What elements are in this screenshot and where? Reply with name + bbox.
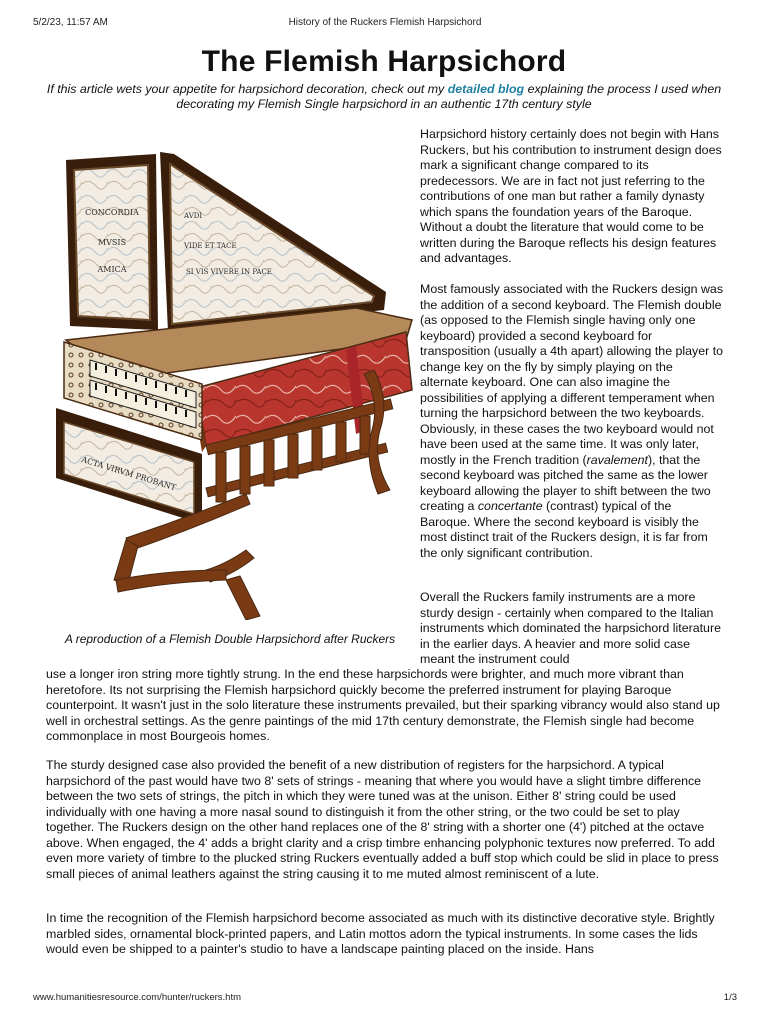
page-title: The Flemish Harpsichord (201, 45, 567, 78)
lid-motto-left-2: MVSIS (97, 238, 127, 247)
print-header (33, 17, 737, 31)
lid-flap (66, 154, 158, 330)
paragraph-2 (420, 282, 724, 561)
lid-motto-right-1: AVDI (184, 212, 203, 220)
p2-part-b: ), that the second keyboard was pitched the same as the lower keyboard allowing the player to shift between the two creating a (420, 452, 711, 513)
harpsichord-figure (56, 140, 416, 620)
intro-note (40, 82, 728, 112)
paragraph-3-continued-text: use a longer iron string more tightly strung. In the end these harpsichords were brighter, and much more vibrant than heretofore. Its not surprising the Flemish harpsichord quickly become the preferred instrument for playing Baroque counterpoint. It wasn't just in the solo literature these instruments prevailed, but their sparking vibrancy would also stand up well in orchestral settings. As the genre paintings of the mid 17th century demonstrate, the Flemish single had become commonplace in most Bourgeois homes. (46, 667, 720, 743)
lid-motto-left-1: CONCORDIA (85, 208, 139, 217)
paragraph-4 (46, 758, 726, 882)
p2-ravalement: ravalement (586, 452, 648, 467)
intro-text-before: If this article wets your appetite for harpsichord decoration, check out my (46, 82, 448, 96)
paragraph-5-text: In time the recognition of the Flemish harpsichord become associated as much with its distinctive decorative style. Brightly marbled sides, ornamental block-printed papers, and Latin mottos adorn the typical instruments. In some cases the lids would even be shipped to a painter's studio to have a landscape painting placed on the inside. Hans (46, 911, 715, 956)
print-url: www.humanitiesresource.com/hunter/ruckers.htm (33, 992, 242, 1003)
print-date: 5/2/23, 11:57 AM (33, 17, 108, 28)
intro-text-after: explaining the process I used when decorating my Flemish Single harpsichord in an authentic 17th century style (176, 82, 722, 111)
harpsichord-image (56, 140, 416, 620)
main-lid (160, 152, 386, 332)
p2-part-c: (contrast) typical of the Baroque. Where the second keyboard is visibly the most distinct trait of the Ruckers design, it is far from the only significant contribution. (420, 499, 708, 560)
lid-motto-right-2: VIDE ET TACE (184, 242, 237, 250)
paragraph-5 (46, 911, 726, 958)
paragraph-3-column-text: Overall the Ruckers family instruments are a more sturdy design - certainly when compared to the Italian instruments which dominated the harpsichord literature in the earlier days. A heavier and more solid case meant the instrument could (420, 590, 721, 666)
paragraph-1 (420, 127, 724, 267)
paragraph-3-column (420, 590, 724, 668)
lid-motto-left-3: AMICA (97, 265, 127, 274)
detailed-blog-link[interactable]: detailed blog (447, 82, 525, 96)
figure-caption: A reproduction of a Flemish Double Harpsichord after Ruckers (64, 632, 396, 646)
print-footer (33, 992, 737, 1006)
paragraph-1-text: Harpsichord history certainly does not begin with Hans Ruckers, but his contribution to instrument design does mark a significant change compared to its predecessors. We are in fact not just referring to the contributions of one man but rather a family dynasty which spans the foundation years of the Baroque. Without a doubt the literature that would come to be written during the Baroque reflects his design features and advantages. (420, 127, 722, 265)
paragraph-3-continued (46, 667, 726, 745)
paragraph-4-text: The sturdy designed case also provided the benefit of a new distribution of registers for the harpsichord. A typical harpsichord of the past would have two 8' sets of strings - meaning that where you would have a slight timbre difference between the two sets of strings, the pitch in which they were tuned was at the unison. Either 8' string could be used individually with one having a more nasal sound to distinguish it from the other string, or the two could be set to play together. The Ruckers design on the other hand replaces one of the 8' string with a shorter one (4') pitched at the octave above. When engaged, the 4' adds a bright clarity and a crisp timbre enhancing polyphonic textures now preferred. To add even more variety of timbre to the plucked string Ruckers eventually added a buff stop which could be slid in place to press small pieces of animal leathers against the string causing it to me muted almost reminiscent of a lute. (46, 758, 719, 881)
front-board-motto: ACTA VIRVM PROBANT (80, 454, 178, 493)
print-doc-title: History of the Ruckers Flemish Harpsichord (288, 17, 482, 28)
page-number: 1/3 (723, 992, 737, 1003)
p2-part-a: Most famously associated with the Ruckers design was the addition of a second keyboard. The Flemish double (as opposed to the Flemish single having only one keyboard) provided a second keyboard for transposition (usually a 4th apart) allowing the player to change key on the fly by simply playing on the alternate keyboard. One can also imagine the possibilities of applying a different temperament when turning the harpsichord between the two keyboards. Obviously, in these cases the two keyboard would not have been used at the same time. It was only later, mostly in the French tradition ( (420, 282, 724, 467)
p2-concertante: concertante (477, 499, 543, 513)
lid-motto-right-3: SI VIS VIVERE IN PACE (186, 268, 272, 276)
paragraph-2-text (420, 282, 724, 561)
